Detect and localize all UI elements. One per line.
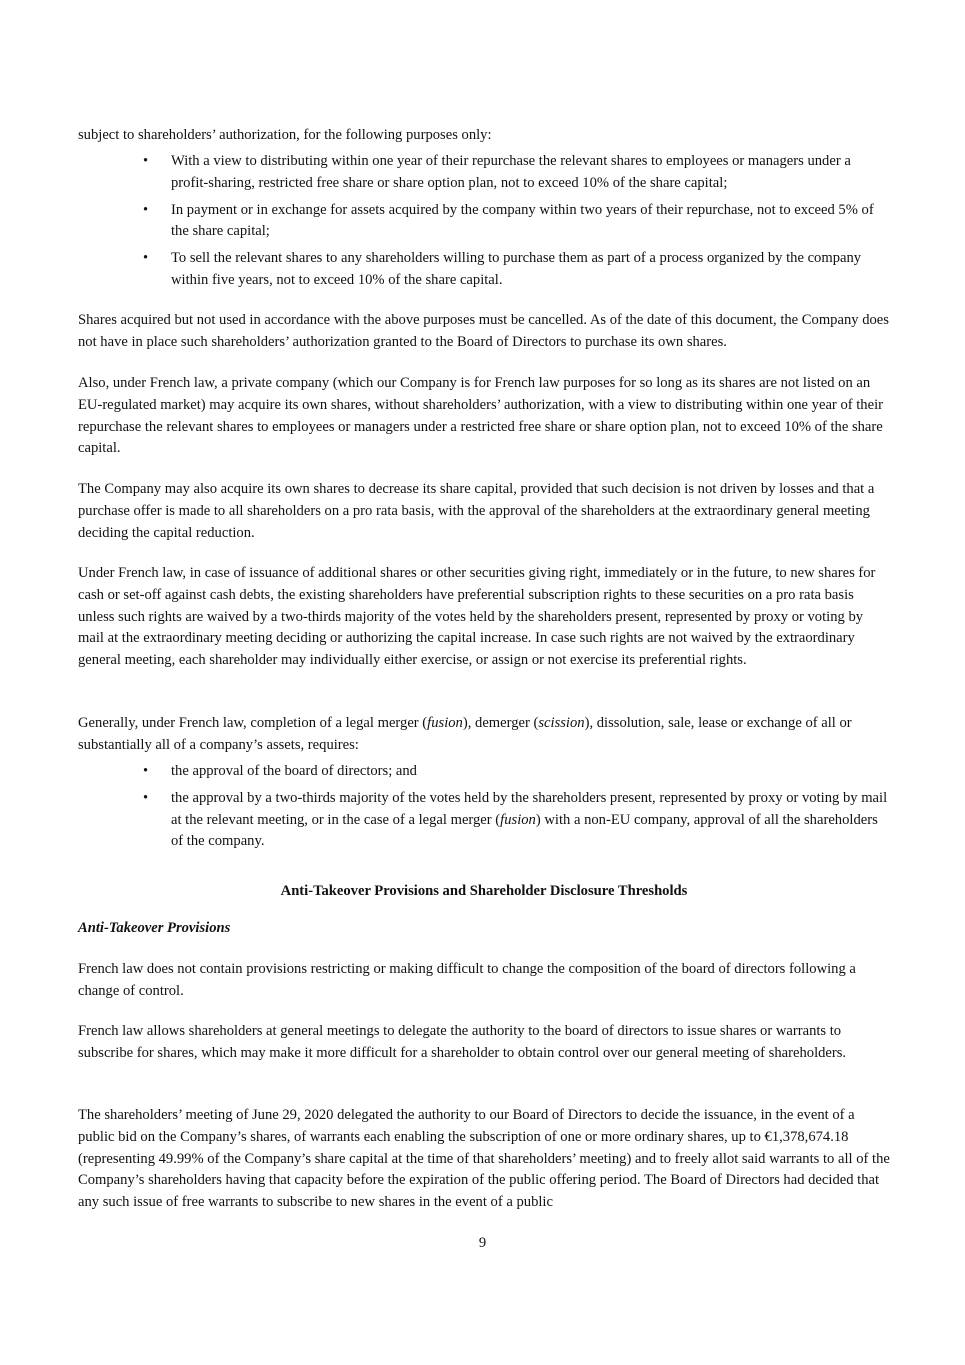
bullet-icon: • bbox=[143, 201, 149, 218]
bullet-icon: • bbox=[143, 250, 149, 267]
paragraph-private-company: Also, under French law, a private company (which our Company is for French law purposes for so long as its shares are not listed on an EU-regulated market) may acquire its own shares, without shareholders’ authorization, with a view to distributing within one year of their repurchase the relevant shares to employees or managers under a restricted free share or share option plan, not to exceed 10% of the share capital. bbox=[78, 375, 883, 457]
list-item: • the approval by a two-thirds majority of the votes held by the shareholders present, represented by proxy or voting by mail at the relevant meeting, or in the case of a legal merger (fusion) with a non-EU company, approval of all the shareholders of the company. bbox=[143, 789, 888, 850]
list-item: • the approval of the board of directors; and bbox=[78, 761, 890, 783]
bullet-icon: • bbox=[143, 153, 149, 169]
paragraph-merger: Generally, under French law, completion of a legal merger (fusion), demerger (scission), dissolution, sale, lease or exchange of all or substantially all of a company’s assets, requires: bbox=[78, 715, 852, 753]
list-item: • To sell the relevant shares to any shareholders willing to purchase them as part of a process organized by the company within five years, not to exceed 10% of the share capital. bbox=[143, 250, 862, 288]
intro-line: subject to shareholders’ authorization, for the following purposes only: bbox=[78, 127, 492, 143]
requirements-list bbox=[78, 761, 890, 858]
section-heading: Anti-Takeover Provisions and Shareholder Disclosure Thresholds bbox=[280, 883, 688, 899]
bullet-icon: • bbox=[143, 763, 149, 779]
subsection-heading: Anti-Takeover Provisions bbox=[78, 920, 231, 936]
paragraph-cancelled: Shares acquired but not used in accordance with the above purposes must be cancelled. As of the date of this document, the Company does not have in place such shareholders’ authorization granted to the Board of Directors to purchase its own shares. bbox=[78, 312, 889, 350]
paragraph-preferential-rights: Under French law, in case of issuance of additional shares or other securities giving right, immediately or in the future, to new shares for cash or set-off against cash debts, the existing shareholders have preferential subscription rights to these securities on a pro rata basis unless such rights are waived by a two-thirds majority of the votes held by the shareholders present, represented by proxy or voting by mail at the extraordinary meeting deciding or authorizing the capital increase. In case such rights are not waived by the extraordinary general meeting, each shareholder may individually either exercise, or assign or not exercise its preferential rights. bbox=[78, 565, 876, 669]
bullet-icon: • bbox=[143, 789, 149, 806]
paragraph-no-restriction: French law does not contain provisions restricting or making difficult to change the composition of the board of directors following a change of control. bbox=[78, 961, 856, 999]
page-number: 9 bbox=[478, 1235, 487, 1251]
list-item: • With a view to distributing within one year of their repurchase the relevant shares to employees or managers under a profit-sharing, restricted free share or share option plan, not to exceed 10% of the share capital; bbox=[143, 153, 851, 191]
list-item: • In payment or in exchange for assets acquired by the company within two years of their repurchase, not to exceed 5% of the share capital; bbox=[143, 201, 874, 240]
paragraph-june-2020-meeting: The shareholders’ meeting of June 29, 2020 delegated the authority to our Board of Directors to decide the issuance, in the event of a public bid on the Company’s shares, of warrants each enabling the subscription of one or more ordinary shares, up to €1,378,674.18 (representing 49.99% of the Company’s share capital at the time of that shareholders’ meeting) and to freely allot said warrants to all of the Company’s shareholders having that capacity before the expiration of the public offering period. The Board of Directors had decided that any such issue of free warrants to subscribe to new shares in the event of a public bbox=[78, 1107, 890, 1211]
paragraph-delegate-authority: French law allows shareholders at general meetings to delegate the authority to the board of directors to issue shares or warrants to subscribe for shares, which may make it more difficult for a shareholder to obtain control over our general meeting of shareholders. bbox=[78, 1023, 847, 1061]
paragraph-decrease-capital: The Company may also acquire its own shares to decrease its share capital, provided that such decision is not driven by losses and that a purchase offer is made to all shareholders on a pro rata basis, with the approval of the shareholders at the extraordinary general meeting deciding the capital reduction. bbox=[78, 481, 875, 541]
purposes-list bbox=[78, 151, 890, 297]
